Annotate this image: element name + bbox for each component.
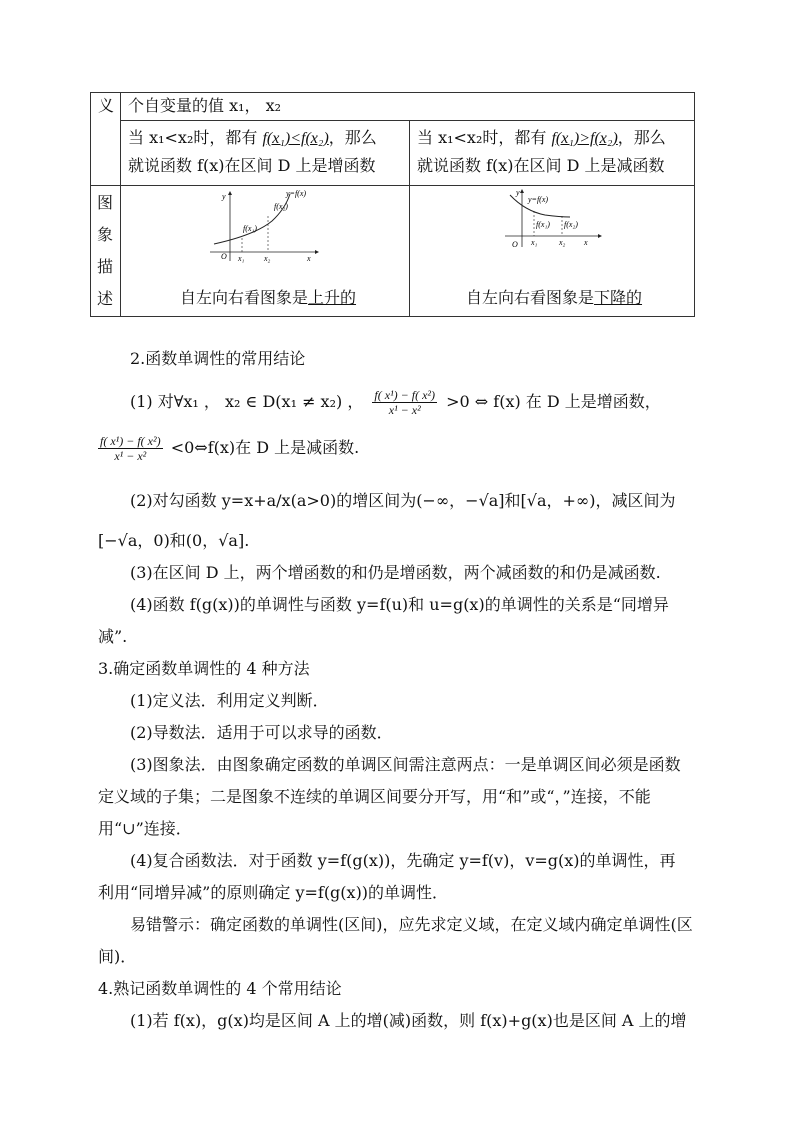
increasing-caption xyxy=(180,288,356,308)
text: 当 x₁<x₂时，都有 xyxy=(417,128,552,147)
row-label: 义 xyxy=(98,96,115,115)
x2-label: x₂ xyxy=(559,238,566,247)
increasing-definition-line2: 就说函数 f(x)在区间 D 上是增函数 xyxy=(128,156,376,175)
method-4-line1: (4)复合函数法．对于函数 y=f(g(x))，先确定 y=f(v)，v=g(x)的单调性，再 xyxy=(130,851,676,870)
warning-line1: 易错警示：确定函数的单调性(区间)，应先求定义域，在定义域内确定单调性(区 xyxy=(130,915,693,934)
table-border xyxy=(90,316,695,317)
fx2-label: f(x₂) xyxy=(274,202,288,211)
conclusion-4-line1: (4)函数 f(g(x))的单调性与函数 y=f(u)和 u=g(x)的单调性的关系是“同增异 xyxy=(130,595,669,614)
increasing-function-graph xyxy=(200,189,320,264)
x-axis-arrow xyxy=(315,250,319,254)
underlined-condition: f(x₁)<f(x₂) xyxy=(262,130,329,147)
text: 当 x₁<x₂时，都有 xyxy=(128,128,263,147)
curve-label: y=f(x) xyxy=(528,195,549,204)
label-char: 述 xyxy=(96,289,113,308)
increasing-definition-line1 xyxy=(128,128,377,149)
underlined-answer: 上升的 xyxy=(308,288,357,307)
method-4-line2: 利用“同增异减”的原则确定 y=f(g(x))的单调性． xyxy=(98,883,449,902)
label-char: 象 xyxy=(96,225,113,244)
text: (1) 对∀x₁ ， x₂ ∈ D(x₁ ≠ x₂) ， xyxy=(130,392,364,411)
fraction-denominator: x¹ − x² xyxy=(98,448,163,463)
section-title: 4.熟记函数单调性的 4 个常用结论 xyxy=(98,979,342,998)
fraction-denominator: x¹ − x² xyxy=(372,402,437,417)
conclusion-2-line1: (2)对勾函数 y=x+a/x(a>0)的增区间为(−∞，−√a]和[√a，+∞)，减区间为 xyxy=(130,491,676,510)
y-axis-arrow xyxy=(520,189,524,193)
conclusion-1-line2 xyxy=(98,434,698,463)
text: 自左向右看图象是 xyxy=(180,288,309,307)
y-axis-label: y xyxy=(516,189,520,197)
conclusion-2-line2: [−√a，0)和(0，√a]. xyxy=(98,531,250,550)
y-axis-label: y xyxy=(222,192,226,201)
decreasing-definition-line2: 就说函数 f(x)在区间 D 上是减函数 xyxy=(417,156,665,175)
table-border xyxy=(120,120,695,121)
fx1-label: f(x₁) xyxy=(536,220,550,229)
fx1-label: f(x₁) xyxy=(243,224,257,233)
x-axis-label: x xyxy=(584,238,588,247)
section-title: 3.确定函数单调性的 4 种方法 xyxy=(98,659,310,678)
x-axis-label: x xyxy=(307,254,311,263)
section-title: 2.函数单调性的常用结论 xyxy=(130,349,306,368)
method-1: (1)定义法．利用定义判断． xyxy=(130,691,329,710)
table-border xyxy=(120,92,121,317)
decreasing-function-graph xyxy=(500,189,620,264)
difference-quotient xyxy=(98,434,163,463)
fraction-numerator: f( x¹) − f( x²) xyxy=(374,388,436,402)
warning-line2: 间)． xyxy=(98,947,137,966)
underlined-condition: f(x₁)>f(x₂) xyxy=(551,130,618,147)
decreasing-definition-line1 xyxy=(417,128,666,149)
curve-label: y=f(x) xyxy=(286,189,307,198)
conclusion-1-line1 xyxy=(130,388,730,417)
method-2: (2)导数法．适用于可以求导的函数． xyxy=(130,723,393,742)
text: ，那么 xyxy=(328,128,377,147)
table-border xyxy=(694,92,695,317)
decreasing-caption xyxy=(466,288,642,308)
label-char: 描 xyxy=(96,257,113,276)
x1-label: x₁ xyxy=(531,238,538,247)
fraction-numerator: f( x¹) − f( x²) xyxy=(100,434,161,448)
text: 自左向右看图象是 xyxy=(466,288,595,307)
method-3-line1: (3)图象法．由图象确定函数的单调区间需注意两点：一是单调区间必须是函数 xyxy=(130,755,681,774)
x2-label: x₂ xyxy=(264,254,271,263)
fx2-label: f(x₂) xyxy=(564,220,578,229)
label-char: 图 xyxy=(96,193,113,212)
underlined-answer: 下降的 xyxy=(594,288,643,307)
method-3-line3: 用“∪”连接． xyxy=(98,819,192,838)
monotonicity-definition-table xyxy=(90,92,695,317)
origin-label: O xyxy=(512,240,518,249)
y-axis-arrow xyxy=(228,191,232,195)
conclusion-3: (3)在区间 D 上，两个增函数的和仍是增函数，两个减函数的和仍是减函数. xyxy=(130,563,661,582)
method-3-line2: 定义域的子集；二是图象不连续的单调区间要分开写，用“和”或“，”连接，不能 xyxy=(98,787,651,806)
text: ，那么 xyxy=(617,128,666,147)
table-border xyxy=(90,92,695,93)
graph-description-label xyxy=(90,187,120,315)
difference-quotient xyxy=(372,388,437,417)
common-conclusion-1-line1: (1)若 f(x)，g(x)均是区间 A 上的增(减)函数，则 f(x)+g(x)也是区间 A 上的增 xyxy=(130,1011,687,1030)
table-border xyxy=(409,120,410,317)
x1-label: x₁ xyxy=(238,254,245,263)
text: <0⇔f(x)在 D 上是减函数. xyxy=(170,438,360,457)
conclusion-4-line2: 减”. xyxy=(98,627,128,646)
x-axis-arrow xyxy=(598,234,602,238)
origin-label: O xyxy=(221,252,227,261)
cell-text: 个自变量的值 x₁， x₂ xyxy=(128,96,282,115)
table-border xyxy=(90,185,695,186)
text: >0 ⇔ f(x) 在 D 上是增函数， xyxy=(446,392,661,411)
